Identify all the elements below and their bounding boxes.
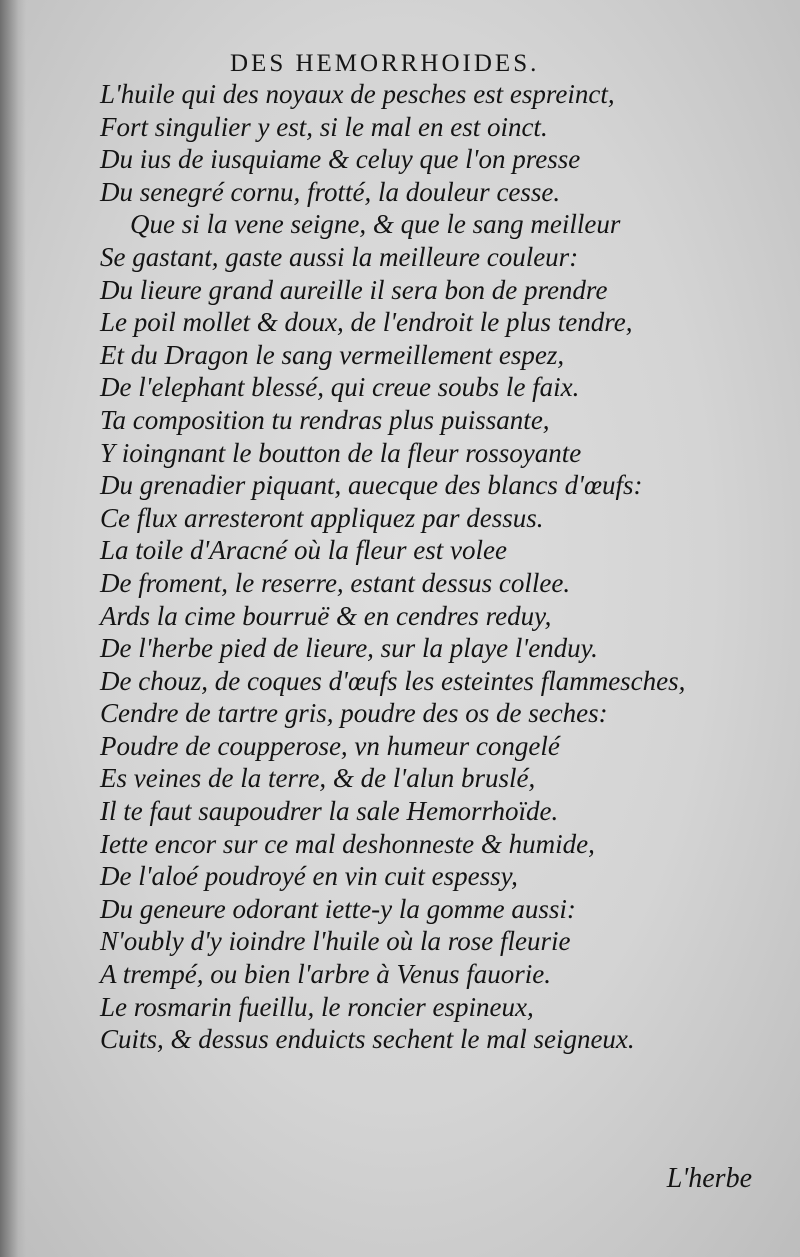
verse-line: Et du Dragon le sang vermeillement espez, [100, 339, 565, 370]
verse-line: Ards la cime bourruë & en cendres reduy, [100, 600, 552, 631]
verse-line: Que si la vene seigne, & que le sang meilleur [130, 209, 621, 240]
verse-line: De l'elephant blessé, qui creue soubs le faix. [100, 372, 580, 403]
verse-line: Il te faut saupoudrer la sale Hemorrhoïde. [100, 796, 559, 827]
verse-line: Du grenadier piquant, auecque des blancs d'œufs: [100, 470, 643, 501]
verse-line: De froment, le reserre, estant dessus collee. [100, 567, 571, 598]
verse-line: De l'herbe pied de lieure, sur la playe l'enduy. [100, 633, 598, 664]
verse-line: Iette encor sur ce mal deshonneste & humide, [100, 828, 595, 859]
verse-line: Du ius de iusquiame & celuy que l'on presse [100, 144, 581, 175]
verse-line: Es veines de la terre, & de l'alun bruslé, [100, 763, 536, 794]
verse-line: Y ioingnant le boutton de la fleur rossoyante [100, 437, 582, 468]
running-head-text: DES HEMORRHOIDES. [230, 50, 540, 77]
verse-line: De chouz, de coques d'œufs les esteintes flammesches, [100, 665, 686, 696]
verse-line: Ce flux arresteront appliquez par dessus. [100, 502, 544, 533]
verse-line: Poudre de coupperose, vn humeur congelé [100, 730, 560, 761]
verse-line: Le poil mollet & doux, de l'endroit le plus tendre, [100, 307, 633, 338]
verse-line: A trempé, ou bien l'arbre à Venus fauorie. [100, 959, 551, 990]
verse-line: Du senegré cornu, frotté, la douleur cesse. [100, 176, 561, 207]
verse-line: Cendre de tartre gris, poudre des os de seches: [100, 698, 608, 729]
verse-line: La toile d'Aracné où la fleur est volee [100, 535, 507, 566]
page-gutter-shadow [0, 0, 26, 1257]
verse-line: Du lieure grand aureille il sera bon de prendre [100, 274, 608, 305]
verse-line: Du geneure odorant iette-y la gomme aussi: [100, 893, 576, 924]
verse-list [100, 78, 780, 1056]
verse-line: Le rosmarin fueillu, le roncier espineux, [100, 991, 534, 1022]
verse-line: L'huile qui des noyaux de pesches est espreinct, [100, 79, 615, 109]
verse-line: N'oubly d'y ioindre l'huile où la rose fleurie [100, 926, 571, 957]
verse-line: Se gastant, gaste aussi la meilleure couleur: [100, 241, 579, 272]
verse-line: Ta composition tu rendras plus puissante, [100, 404, 550, 435]
verse-line: Cuits, & dessus enduicts sechent le mal seigneux. [100, 1024, 635, 1055]
verse-line: Fort singulier y est, si le mal en est oinct. [100, 111, 548, 142]
verse-line: De l'aloé poudroyé en vin cuit espessy, [100, 861, 518, 892]
catchword: L'herbe [666, 1163, 752, 1194]
running-head [230, 50, 539, 78]
